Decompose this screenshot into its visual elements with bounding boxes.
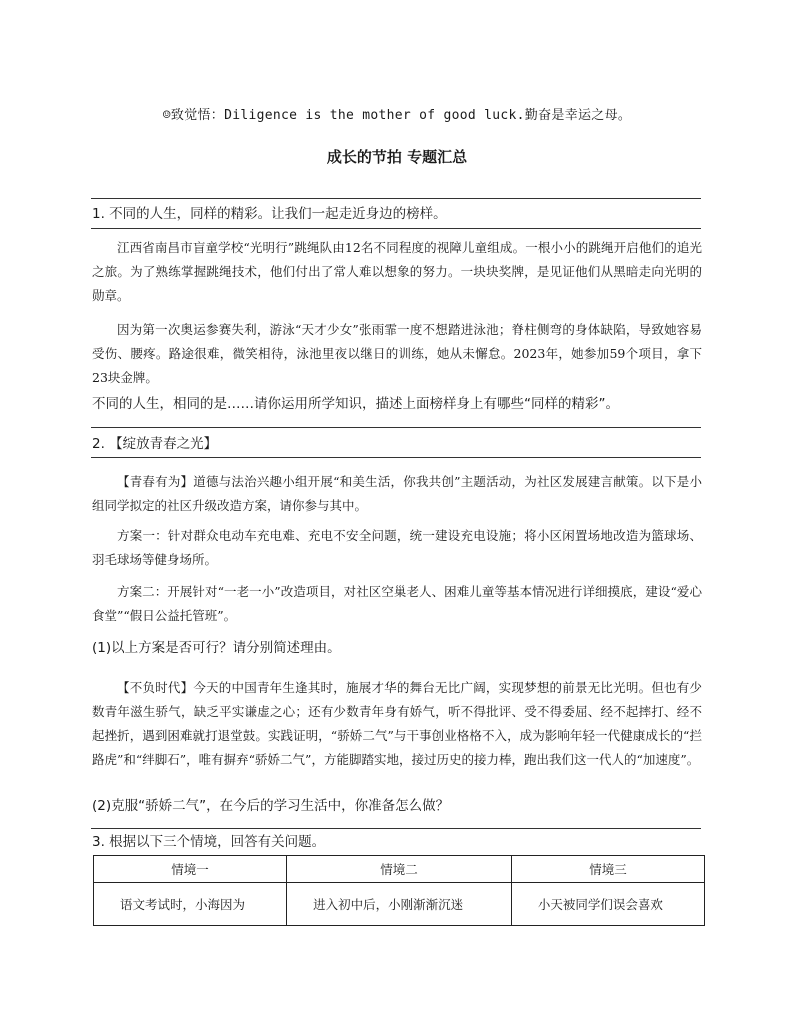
question-2-heading: 2. 【绽放青春之光】 [92, 436, 218, 452]
question-2-sub-1: (1)以上方案是否可行？请分别简述理由。 [92, 640, 341, 656]
question-2-paragraph-1: 【青春有为】道德与法治兴趣小组开展“和美生活，你我共创”主题活动，为社区发展建言献策。以下是小组同学拟定的社区升级改造方案，请你参与其中。 [92, 474, 702, 513]
question-2-sub-2: (2)克服“骄娇二气”，在今后的学习生活中，你准备怎么做？ [92, 798, 450, 814]
question-3-prompt: 3. 根据以下三个情境，回答有关问题。 [92, 834, 326, 850]
table-header-row [94, 856, 705, 883]
table-cell [511, 883, 704, 926]
section-divider [91, 198, 701, 199]
table-row [94, 883, 705, 926]
question-1-prompt: 1. 不同的人生，同样的精彩。让我们一起走近身边的榜样。 [92, 206, 447, 222]
question-2-plan-1: 方案一：针对群众电动车充电难、充电不安全问题，统一建设充电设施；将小区闲置场地改造为篮球场、羽毛球场等健身场所。 [92, 528, 702, 567]
section-divider [91, 457, 701, 458]
section-divider [91, 228, 701, 229]
situation-2-text: 进入初中后，小刚渐渐沉迷 [313, 897, 464, 912]
table-cell [287, 883, 512, 926]
table-header-cell: 情境二 [287, 856, 512, 883]
section-divider [91, 828, 701, 829]
question-1-paragraph-1: 江西省南昌市盲童学校“光明行”跳绳队由12名不同程度的视障儿童组成。一根小小的跳绳开启他们的追光之旅。为了熟练掌握跳绳技术，他们付出了常人难以想象的努力。一块块奖牌，是见证他们从黑暗走向光明的勋章。 [92, 240, 702, 303]
question-1-paragraph-2: 因为第一次奥运参赛失利，游泳“天才少女”张雨霏一度不想踏进泳池；脊柱侧弯的身体缺陷，导致她容易受伤、腰疼。路途很难，微笑相待，泳池里夜以继日的训练，她从未懈怠。2023年，她参加59个项目，拿下23块金牌。 [92, 322, 702, 385]
table-header-cell: 情境一 [94, 856, 287, 883]
question-2-plan-2: 方案二：开展针对“一老一小”改造项目，对社区空巢老人、困难儿童等基本情况进行详细摸底，建设“爱心食堂”“假日公益托管班”。 [92, 584, 702, 623]
situation-1-text: 语文考试时，小海因为 [120, 897, 246, 912]
table-cell [94, 883, 287, 926]
motto-line: ☺致觉悟：Diligence is the mother of good luck.勤奋是幸运之母。 [162, 108, 632, 123]
page-title: 成长的节拍 专题汇总 [326, 148, 468, 166]
question-1-ask: 不同的人生，相同的是……请你运用所学知识，描述上面榜样身上有哪些“同样的精彩”。 [92, 396, 619, 412]
question-2-paragraph-2: 【不负时代】今天的中国青年生逢其时，施展才华的舞台无比广阔，实现梦想的前景无比光明。但也有少数青年滋生骄气，缺乏平实谦虚之心；还有少数青年身有娇气，听不得批评、受不得委屈、经不起摔打、经不起挫折，遇到困难就打退堂鼓。实践证明，“骄娇二气”与干事创业格格不入，成为影响年轻一代健康成长的“拦路虎”和“绊脚石”，唯有摒弃“骄娇二气”，方能脚踏实地，接过历史的接力棒，跑出我们这一代人的“加速度”。 [92, 680, 702, 767]
situation-3-text: 小天被同学们误会喜欢 [537, 897, 663, 912]
section-divider [91, 427, 701, 428]
table-header-cell: 情境三 [511, 856, 704, 883]
situation-table [93, 855, 705, 926]
